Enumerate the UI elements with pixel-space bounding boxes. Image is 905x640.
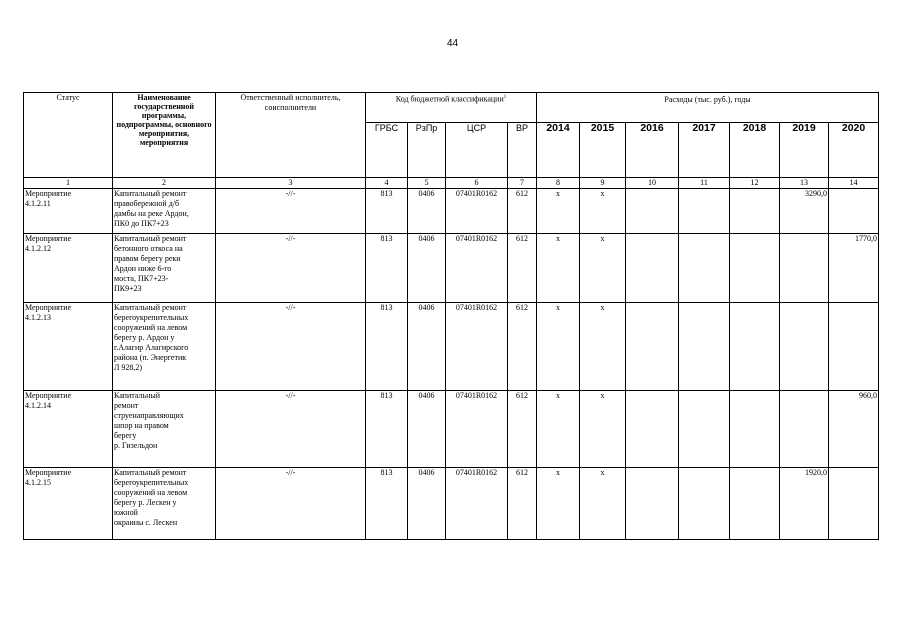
name-line: южной: [114, 508, 138, 517]
status-line: Мероприятие: [25, 189, 72, 198]
responsible-cell: -//-: [216, 234, 366, 303]
status-cell: [24, 391, 113, 468]
year-2020-cell: [829, 189, 879, 234]
name-line: правом берегу реки: [114, 254, 181, 263]
responsible-cell: -//-: [216, 189, 366, 234]
year-2020-cell: [829, 468, 879, 540]
name-line: окраины с. Лескен: [114, 518, 178, 527]
year-2017-cell: [679, 234, 730, 303]
year-2015-cell: x: [580, 468, 626, 540]
header-csr: ЦСР: [446, 123, 508, 178]
year-2020-cell: [829, 303, 879, 391]
header-responsible: Ответственный исполнитель, соисполнители: [216, 93, 366, 178]
csr-cell: 07401R0162: [446, 189, 508, 234]
table-row: [24, 468, 879, 540]
name-line: Капитальный ремонт: [114, 468, 187, 477]
header-budget-classification-footnote: 1: [503, 95, 507, 100]
header-budget-classification: [366, 93, 537, 123]
status-line: Мероприятие: [25, 234, 72, 243]
responsible-cell: -//-: [216, 391, 366, 468]
year-2019-cell: 3290,0: [780, 189, 829, 234]
year-2016-cell: [626, 189, 679, 234]
column-number: 7: [508, 178, 537, 189]
column-number-row: [24, 178, 879, 189]
header-year-2015: 2015: [580, 123, 626, 178]
status-cell: [24, 303, 113, 391]
year-2015-cell: x: [580, 303, 626, 391]
header-vr: ВР: [508, 123, 537, 178]
table-row: [24, 189, 879, 234]
name-line: р. Гизельдон: [114, 441, 158, 450]
status-line: 4.1.2.13: [25, 313, 51, 322]
year-2014-cell: x: [537, 189, 580, 234]
header-grbs: ГРБС: [366, 123, 408, 178]
year-2015-cell: x: [580, 189, 626, 234]
status-line: Мероприятие: [25, 303, 72, 312]
responsible-cell: -//-: [216, 468, 366, 540]
name-line: моста, ПК7+23-: [114, 274, 169, 283]
grbs-cell: 813: [366, 391, 408, 468]
table-row: [24, 234, 879, 303]
header-year-2014: 2014: [537, 123, 580, 178]
rzpr-cell: 0406: [408, 234, 446, 303]
year-2017-cell: [679, 391, 730, 468]
name-cell: [113, 234, 216, 303]
name-line: бетонного откоса на: [114, 244, 183, 253]
column-number: 12: [730, 178, 780, 189]
header-year-2017: 2017: [679, 123, 730, 178]
name-line: берегоукрепительных: [114, 478, 189, 487]
name-cell: [113, 303, 216, 391]
year-2014-cell: x: [537, 391, 580, 468]
status-cell: [24, 189, 113, 234]
column-number: 6: [446, 178, 508, 189]
vr-cell: 612: [508, 468, 537, 540]
column-number: 13: [780, 178, 829, 189]
header-expenses: Расходы (тыс. руб.), годы: [537, 93, 879, 123]
year-2018-cell: [730, 234, 780, 303]
status-line: 4.1.2.14: [25, 401, 51, 410]
grbs-cell: 813: [366, 303, 408, 391]
vr-cell: 612: [508, 303, 537, 391]
name-line: Капитальный: [114, 391, 161, 400]
status-line: Мероприятие: [25, 468, 72, 477]
column-number: 1: [24, 178, 113, 189]
column-number: 3: [216, 178, 366, 189]
year-2019-cell: [780, 234, 829, 303]
column-number: 5: [408, 178, 446, 189]
name-line: дамбы на реке Ардон,: [114, 209, 189, 218]
name-line: ПК0 до ПК7+23: [114, 219, 169, 228]
year-2017-cell: [679, 468, 730, 540]
name-line: берегу р. Ардон у: [114, 333, 175, 342]
rzpr-cell: 0406: [408, 189, 446, 234]
year-2018-cell: [730, 189, 780, 234]
year-2014-cell: x: [537, 303, 580, 391]
name-line: Л 928,2): [114, 363, 143, 372]
name-line: правобережной д/б: [114, 199, 180, 208]
vr-cell: 612: [508, 189, 537, 234]
column-number: 14: [829, 178, 879, 189]
rzpr-cell: 0406: [408, 391, 446, 468]
name-line: сооружений на левом: [114, 323, 188, 332]
year-2018-cell: [730, 391, 780, 468]
page-number: 44: [446, 38, 459, 49]
status-cell: [24, 468, 113, 540]
name-line: берегоукрепительных: [114, 313, 189, 322]
name-line: района (п. Энергетик: [114, 353, 187, 362]
csr-cell: 07401R0162: [446, 468, 508, 540]
column-number: 9: [580, 178, 626, 189]
table-row: [24, 391, 879, 468]
name-line: ПК9+23: [114, 284, 142, 293]
name-line: струенаправляющих: [114, 411, 184, 420]
table-body: [24, 189, 879, 540]
status-line: 4.1.2.15: [25, 478, 51, 487]
year-2016-cell: [626, 303, 679, 391]
status-cell: [24, 234, 113, 303]
header-status: Статус: [24, 93, 113, 178]
status-line: Мероприятие: [25, 391, 72, 400]
table-row: [24, 303, 879, 391]
name-line: Ардон ниже 6-го: [114, 264, 172, 273]
year-2018-cell: [730, 303, 780, 391]
column-number: 11: [679, 178, 730, 189]
year-2017-cell: [679, 189, 730, 234]
name-line: Капитальный ремонт: [114, 234, 187, 243]
column-number: 8: [537, 178, 580, 189]
name-line: берегу: [114, 431, 137, 440]
rzpr-cell: 0406: [408, 468, 446, 540]
header-name: Наименование государственной программы, подпрограммы, основного мероприятия, мероприятия: [113, 93, 216, 178]
name-cell: [113, 391, 216, 468]
grbs-cell: 813: [366, 189, 408, 234]
header-rzpr: РзПр: [408, 123, 446, 178]
name-line: г.Алагир Алагирского: [114, 343, 189, 352]
budget-table: [23, 92, 879, 540]
year-2015-cell: x: [580, 391, 626, 468]
column-number: 2: [113, 178, 216, 189]
year-2019-cell: [780, 303, 829, 391]
column-number: 10: [626, 178, 679, 189]
status-line: 4.1.2.12: [25, 244, 51, 253]
vr-cell: 612: [508, 234, 537, 303]
name-line: берегу р. Лескен у: [114, 498, 177, 507]
name-line: ремонт: [114, 401, 139, 410]
status-line: 4.1.2.11: [25, 199, 51, 208]
header-year-2018: 2018: [730, 123, 780, 178]
csr-cell: 07401R0162: [446, 234, 508, 303]
header-year-2020: 2020: [829, 123, 879, 178]
year-2016-cell: [626, 234, 679, 303]
name-cell: [113, 468, 216, 540]
year-2020-cell: 1770,0: [829, 234, 879, 303]
name-line: Капитальный ремонт: [114, 303, 187, 312]
year-2018-cell: [730, 468, 780, 540]
vr-cell: 612: [508, 391, 537, 468]
header-year-2016: 2016: [626, 123, 679, 178]
year-2020-cell: 960,0: [829, 391, 879, 468]
grbs-cell: 813: [366, 468, 408, 540]
year-2014-cell: x: [537, 234, 580, 303]
year-2019-cell: 1920,0: [780, 468, 829, 540]
header-year-2019: 2019: [780, 123, 829, 178]
csr-cell: 07401R0162: [446, 303, 508, 391]
year-2019-cell: [780, 391, 829, 468]
year-2016-cell: [626, 468, 679, 540]
grbs-cell: 813: [366, 234, 408, 303]
year-2016-cell: [626, 391, 679, 468]
name-line: шпор на правом: [114, 421, 169, 430]
csr-cell: 07401R0162: [446, 391, 508, 468]
header-budget-classification-label: Код бюджетной классификации: [395, 94, 504, 104]
year-2015-cell: x: [580, 234, 626, 303]
name-cell: [113, 189, 216, 234]
rzpr-cell: 0406: [408, 303, 446, 391]
column-number: 4: [366, 178, 408, 189]
year-2017-cell: [679, 303, 730, 391]
name-line: Капитальный ремонт: [114, 189, 187, 198]
responsible-cell: -//-: [216, 303, 366, 391]
year-2014-cell: x: [537, 468, 580, 540]
name-line: сооружений на левом: [114, 488, 188, 497]
